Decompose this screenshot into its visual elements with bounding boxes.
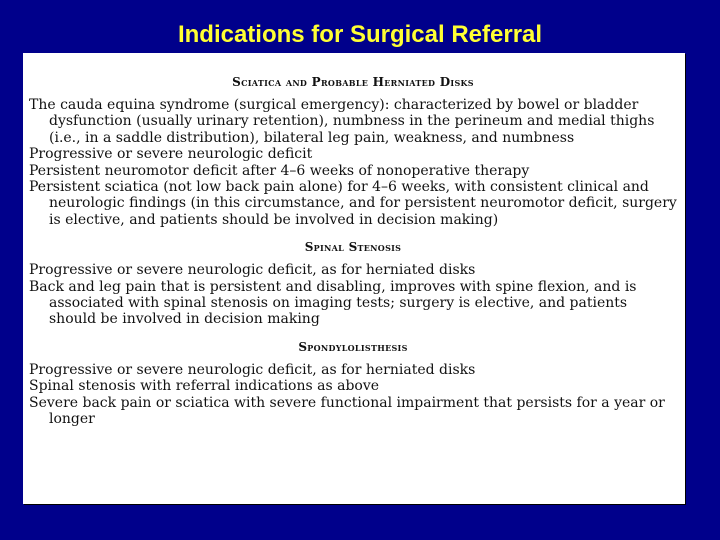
list-item: Progressive or severe neurologic deficit (29, 146, 313, 163)
document-panel (23, 53, 685, 504)
list-item: The cauda equina syndrome (surgical emergency): characterized by bowel or bladder dysfunction (usually urinary retention), numbness in the perineum and medial thighs (i.e., in a saddle distribution), bilateral leg pain, weakness, and numbness (29, 97, 655, 146)
list-item: Progressive or severe neurologic deficit, as for herniated disks (29, 262, 476, 279)
slide-title: Indications for Surgical Referral (177, 21, 543, 48)
section-sciatica (29, 73, 677, 228)
section-heading: Spondylolisthesis (298, 339, 408, 354)
list-item: Spinal stenosis with referral indications as above (29, 378, 380, 395)
list-item: Persistent neuromotor deficit after 4–6 weeks of nonoperative therapy (29, 162, 530, 179)
section-heading: Sciatica and Probable Herniated Disks (232, 75, 474, 89)
section-spinal-stenosis (29, 238, 677, 328)
section-heading: Spinal Stenosis (304, 240, 402, 255)
list-item: Back and leg pain that is persistent and disabling, improves with spine flexion, and is associated with spinal stenosis on imaging tests; surgery is elective, and patients should be involved in decision making (29, 278, 637, 328)
section-spondylolisthesis (29, 338, 677, 428)
list-item: Persistent sciatica (not low back pain alone) for 4–6 weeks, with consistent clinical and neurologic findings (in this circumstance, and for persistent neuromotor deficit, surgery is elective, and patients should be involved in decision making) (29, 179, 677, 228)
list-item: Severe back pain or sciatica with severe functional impairment that persists for a year or longer (29, 394, 665, 428)
list-item: Progressive or severe neurologic deficit, as for herniated disks (29, 361, 476, 378)
